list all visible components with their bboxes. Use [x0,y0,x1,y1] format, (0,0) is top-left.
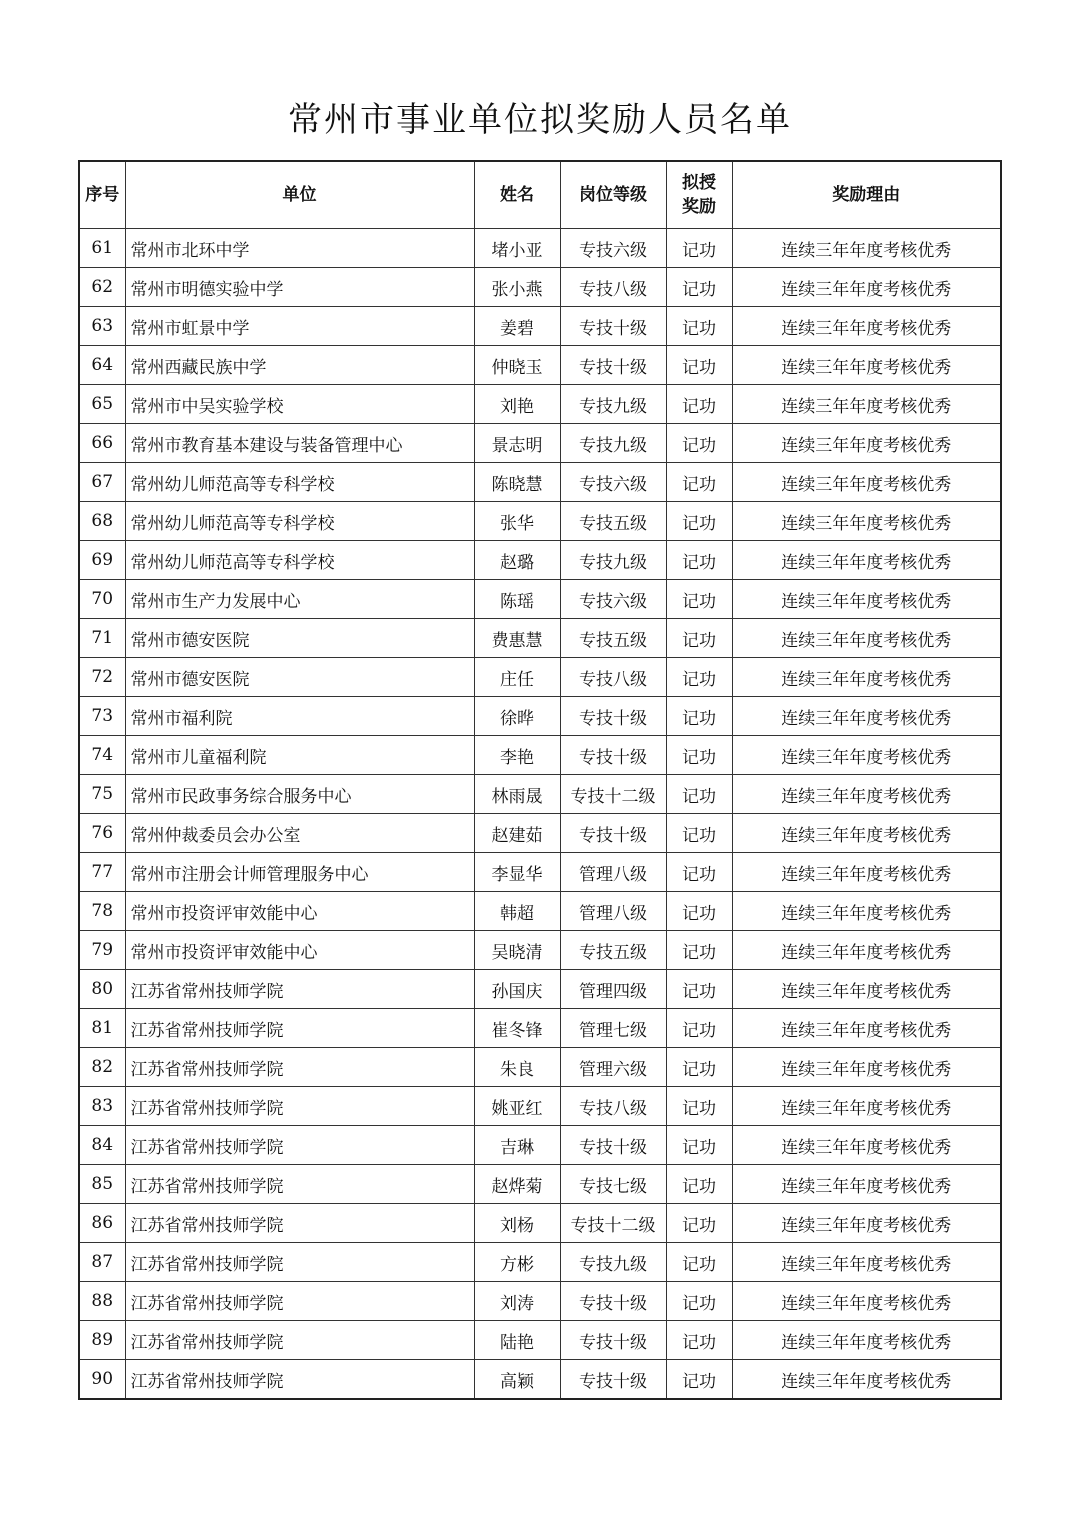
cell-level: 专技六级 [560,463,666,502]
table-row [79,970,1001,1009]
cell-seq: 83 [79,1087,125,1126]
table-row [79,1282,1001,1321]
header-name: 姓名 [474,161,560,229]
table-row [79,931,1001,970]
cell-level: 专技五级 [560,931,666,970]
cell-award: 记功 [666,736,732,775]
cell-award: 记功 [666,1087,732,1126]
cell-reason: 连续三年年度考核优秀 [732,1087,1001,1126]
cell-level: 专技十级 [560,697,666,736]
cell-seq: 84 [79,1126,125,1165]
cell-seq: 72 [79,658,125,697]
cell-reason: 连续三年年度考核优秀 [732,1243,1001,1282]
cell-level: 专技五级 [560,502,666,541]
cell-award: 记功 [666,1009,732,1048]
table-row [79,502,1001,541]
cell-name: 张华 [474,502,560,541]
cell-level: 专技十级 [560,736,666,775]
table-row [79,1360,1001,1400]
cell-level: 专技十级 [560,346,666,385]
cell-name: 赵烨菊 [474,1165,560,1204]
header-level: 岗位等级 [560,161,666,229]
cell-name: 陈瑶 [474,580,560,619]
cell-unit: 常州仲裁委员会办公室 [125,814,474,853]
cell-seq: 87 [79,1243,125,1282]
cell-name: 吴晓清 [474,931,560,970]
cell-award: 记功 [666,697,732,736]
cell-name: 赵建茹 [474,814,560,853]
cell-reason: 连续三年年度考核优秀 [732,697,1001,736]
cell-unit: 常州市虹景中学 [125,307,474,346]
cell-seq: 74 [79,736,125,775]
cell-level: 管理七级 [560,1009,666,1048]
cell-unit: 常州市明德实验中学 [125,268,474,307]
cell-unit: 江苏省常州技师学院 [125,1087,474,1126]
cell-reason: 连续三年年度考核优秀 [732,541,1001,580]
award-table [78,160,1002,1400]
table-row [79,814,1001,853]
cell-award: 记功 [666,307,732,346]
cell-name: 韩超 [474,892,560,931]
cell-unit: 江苏省常州技师学院 [125,1321,474,1360]
cell-name: 仲晓玉 [474,346,560,385]
cell-reason: 连续三年年度考核优秀 [732,1165,1001,1204]
cell-reason: 连续三年年度考核优秀 [732,1321,1001,1360]
table-row [79,658,1001,697]
cell-reason: 连续三年年度考核优秀 [732,658,1001,697]
cell-unit: 江苏省常州技师学院 [125,1204,474,1243]
cell-unit: 常州市福利院 [125,697,474,736]
cell-name: 陆艳 [474,1321,560,1360]
cell-unit: 常州幼儿师范高等专科学校 [125,502,474,541]
cell-level: 专技十二级 [560,1204,666,1243]
cell-reason: 连续三年年度考核优秀 [732,1360,1001,1400]
cell-seq: 61 [79,229,125,268]
table-row [79,229,1001,268]
cell-reason: 连续三年年度考核优秀 [732,307,1001,346]
cell-name: 刘杨 [474,1204,560,1243]
cell-seq: 65 [79,385,125,424]
cell-reason: 连续三年年度考核优秀 [732,931,1001,970]
cell-name: 张小燕 [474,268,560,307]
cell-unit: 江苏省常州技师学院 [125,1243,474,1282]
cell-name: 李艳 [474,736,560,775]
cell-level: 专技八级 [560,1087,666,1126]
cell-seq: 80 [79,970,125,1009]
table-row [79,541,1001,580]
table-header [79,161,1001,229]
cell-reason: 连续三年年度考核优秀 [732,424,1001,463]
cell-reason: 连续三年年度考核优秀 [732,1204,1001,1243]
cell-name: 孙国庆 [474,970,560,1009]
cell-level: 专技七级 [560,1165,666,1204]
table-row [79,307,1001,346]
cell-award: 记功 [666,814,732,853]
cell-seq: 86 [79,1204,125,1243]
table-row [79,619,1001,658]
table-row [79,385,1001,424]
cell-reason: 连续三年年度考核优秀 [732,229,1001,268]
cell-unit: 江苏省常州技师学院 [125,1126,474,1165]
cell-name: 景志明 [474,424,560,463]
table-row [79,463,1001,502]
table-row [79,1243,1001,1282]
cell-reason: 连续三年年度考核优秀 [732,1009,1001,1048]
table-row [79,346,1001,385]
table-row [79,1009,1001,1048]
cell-award: 记功 [666,1048,732,1087]
cell-level: 专技十级 [560,1321,666,1360]
cell-reason: 连续三年年度考核优秀 [732,775,1001,814]
cell-unit: 江苏省常州技师学院 [125,1009,474,1048]
table-row [79,268,1001,307]
cell-level: 专技十级 [560,1126,666,1165]
cell-award: 记功 [666,1243,732,1282]
cell-seq: 76 [79,814,125,853]
cell-level: 专技九级 [560,385,666,424]
cell-seq: 82 [79,1048,125,1087]
cell-unit: 常州市德安医院 [125,658,474,697]
cell-award: 记功 [666,541,732,580]
header-reason: 奖励理由 [732,161,1001,229]
cell-seq: 77 [79,853,125,892]
cell-seq: 75 [79,775,125,814]
cell-seq: 67 [79,463,125,502]
cell-name: 刘涛 [474,1282,560,1321]
table-row [79,892,1001,931]
cell-award: 记功 [666,970,732,1009]
cell-level: 专技五级 [560,619,666,658]
cell-unit: 常州市北环中学 [125,229,474,268]
cell-award: 记功 [666,775,732,814]
cell-level: 专技十级 [560,1360,666,1400]
cell-level: 专技九级 [560,541,666,580]
cell-name: 堵小亚 [474,229,560,268]
cell-award: 记功 [666,346,732,385]
cell-level: 专技六级 [560,229,666,268]
cell-level: 管理八级 [560,853,666,892]
cell-unit: 江苏省常州技师学院 [125,1165,474,1204]
cell-seq: 79 [79,931,125,970]
cell-level: 专技九级 [560,1243,666,1282]
table-row [79,853,1001,892]
page-title: 常州市事业单位拟奖励人员名单 [288,100,792,140]
cell-name: 费惠慧 [474,619,560,658]
table-row [79,580,1001,619]
cell-reason: 连续三年年度考核优秀 [732,892,1001,931]
cell-unit: 常州市生产力发展中心 [125,580,474,619]
cell-seq: 81 [79,1009,125,1048]
cell-seq: 69 [79,541,125,580]
header-seq: 序号 [79,161,125,229]
cell-name: 姚亚红 [474,1087,560,1126]
cell-award: 记功 [666,1282,732,1321]
cell-level: 管理八级 [560,892,666,931]
cell-unit: 常州市中吴实验学校 [125,385,474,424]
cell-award: 记功 [666,1321,732,1360]
cell-name: 吉琳 [474,1126,560,1165]
cell-reason: 连续三年年度考核优秀 [732,1048,1001,1087]
cell-seq: 66 [79,424,125,463]
cell-seq: 78 [79,892,125,931]
cell-name: 李显华 [474,853,560,892]
cell-name: 方彬 [474,1243,560,1282]
table-row [79,424,1001,463]
cell-seq: 85 [79,1165,125,1204]
cell-reason: 连续三年年度考核优秀 [732,385,1001,424]
cell-award: 记功 [666,619,732,658]
cell-level: 专技十二级 [560,775,666,814]
header-award [666,161,732,229]
cell-reason: 连续三年年度考核优秀 [732,853,1001,892]
cell-level: 专技十级 [560,307,666,346]
cell-level: 管理四级 [560,970,666,1009]
cell-seq: 73 [79,697,125,736]
table-row [79,1048,1001,1087]
cell-name: 庄任 [474,658,560,697]
header-unit: 单位 [125,161,474,229]
cell-seq: 70 [79,580,125,619]
cell-award: 记功 [666,229,732,268]
table-row [79,1204,1001,1243]
cell-award: 记功 [666,463,732,502]
cell-seq: 71 [79,619,125,658]
table-row [79,1087,1001,1126]
cell-name: 崔冬锋 [474,1009,560,1048]
cell-seq: 64 [79,346,125,385]
header-award-line2: 奖励 [682,197,716,217]
header-row [79,161,1001,229]
cell-award: 记功 [666,580,732,619]
cell-seq: 62 [79,268,125,307]
cell-award: 记功 [666,853,732,892]
cell-name: 高颖 [474,1360,560,1400]
cell-reason: 连续三年年度考核优秀 [732,814,1001,853]
cell-reason: 连续三年年度考核优秀 [732,502,1001,541]
cell-unit: 常州市注册会计师管理服务中心 [125,853,474,892]
cell-name: 朱良 [474,1048,560,1087]
cell-name: 姜碧 [474,307,560,346]
cell-reason: 连续三年年度考核优秀 [732,1282,1001,1321]
cell-name: 徐晔 [474,697,560,736]
cell-award: 记功 [666,1165,732,1204]
cell-reason: 连续三年年度考核优秀 [732,268,1001,307]
table-row [79,697,1001,736]
cell-unit: 常州西藏民族中学 [125,346,474,385]
cell-seq: 88 [79,1282,125,1321]
cell-unit: 常州市教育基本建设与装备管理中心 [125,424,474,463]
cell-award: 记功 [666,1360,732,1400]
cell-seq: 90 [79,1360,125,1400]
cell-seq: 63 [79,307,125,346]
cell-level: 专技六级 [560,580,666,619]
cell-award: 记功 [666,1126,732,1165]
cell-unit: 常州幼儿师范高等专科学校 [125,463,474,502]
cell-award: 记功 [666,385,732,424]
cell-unit: 常州市德安医院 [125,619,474,658]
cell-level: 管理六级 [560,1048,666,1087]
cell-reason: 连续三年年度考核优秀 [732,736,1001,775]
cell-award: 记功 [666,1204,732,1243]
cell-reason: 连续三年年度考核优秀 [732,1126,1001,1165]
cell-unit: 常州市民政事务综合服务中心 [125,775,474,814]
cell-unit: 江苏省常州技师学院 [125,970,474,1009]
cell-level: 专技十级 [560,1282,666,1321]
cell-award: 记功 [666,502,732,541]
cell-level: 专技九级 [560,424,666,463]
table-row [79,775,1001,814]
header-award-line1: 拟授 [682,173,716,193]
cell-award: 记功 [666,892,732,931]
cell-unit: 江苏省常州技师学院 [125,1360,474,1400]
cell-award: 记功 [666,268,732,307]
cell-unit: 江苏省常州技师学院 [125,1282,474,1321]
table-body [79,229,1001,1400]
cell-name: 陈晓慧 [474,463,560,502]
cell-unit: 常州幼儿师范高等专科学校 [125,541,474,580]
cell-reason: 连续三年年度考核优秀 [732,463,1001,502]
cell-name: 赵璐 [474,541,560,580]
table-row [79,736,1001,775]
cell-award: 记功 [666,658,732,697]
cell-reason: 连续三年年度考核优秀 [732,619,1001,658]
cell-level: 专技八级 [560,268,666,307]
cell-reason: 连续三年年度考核优秀 [732,580,1001,619]
cell-reason: 连续三年年度考核优秀 [732,346,1001,385]
cell-unit: 常州市儿童福利院 [125,736,474,775]
cell-unit: 常州市投资评审效能中心 [125,931,474,970]
table-row [79,1165,1001,1204]
cell-level: 专技八级 [560,658,666,697]
cell-name: 林雨晟 [474,775,560,814]
cell-seq: 89 [79,1321,125,1360]
cell-award: 记功 [666,424,732,463]
cell-seq: 68 [79,502,125,541]
table-row [79,1321,1001,1360]
cell-name: 刘艳 [474,385,560,424]
cell-level: 专技十级 [560,814,666,853]
cell-unit: 江苏省常州技师学院 [125,1048,474,1087]
cell-reason: 连续三年年度考核优秀 [732,970,1001,1009]
cell-award: 记功 [666,931,732,970]
cell-unit: 常州市投资评审效能中心 [125,892,474,931]
table-row [79,1126,1001,1165]
